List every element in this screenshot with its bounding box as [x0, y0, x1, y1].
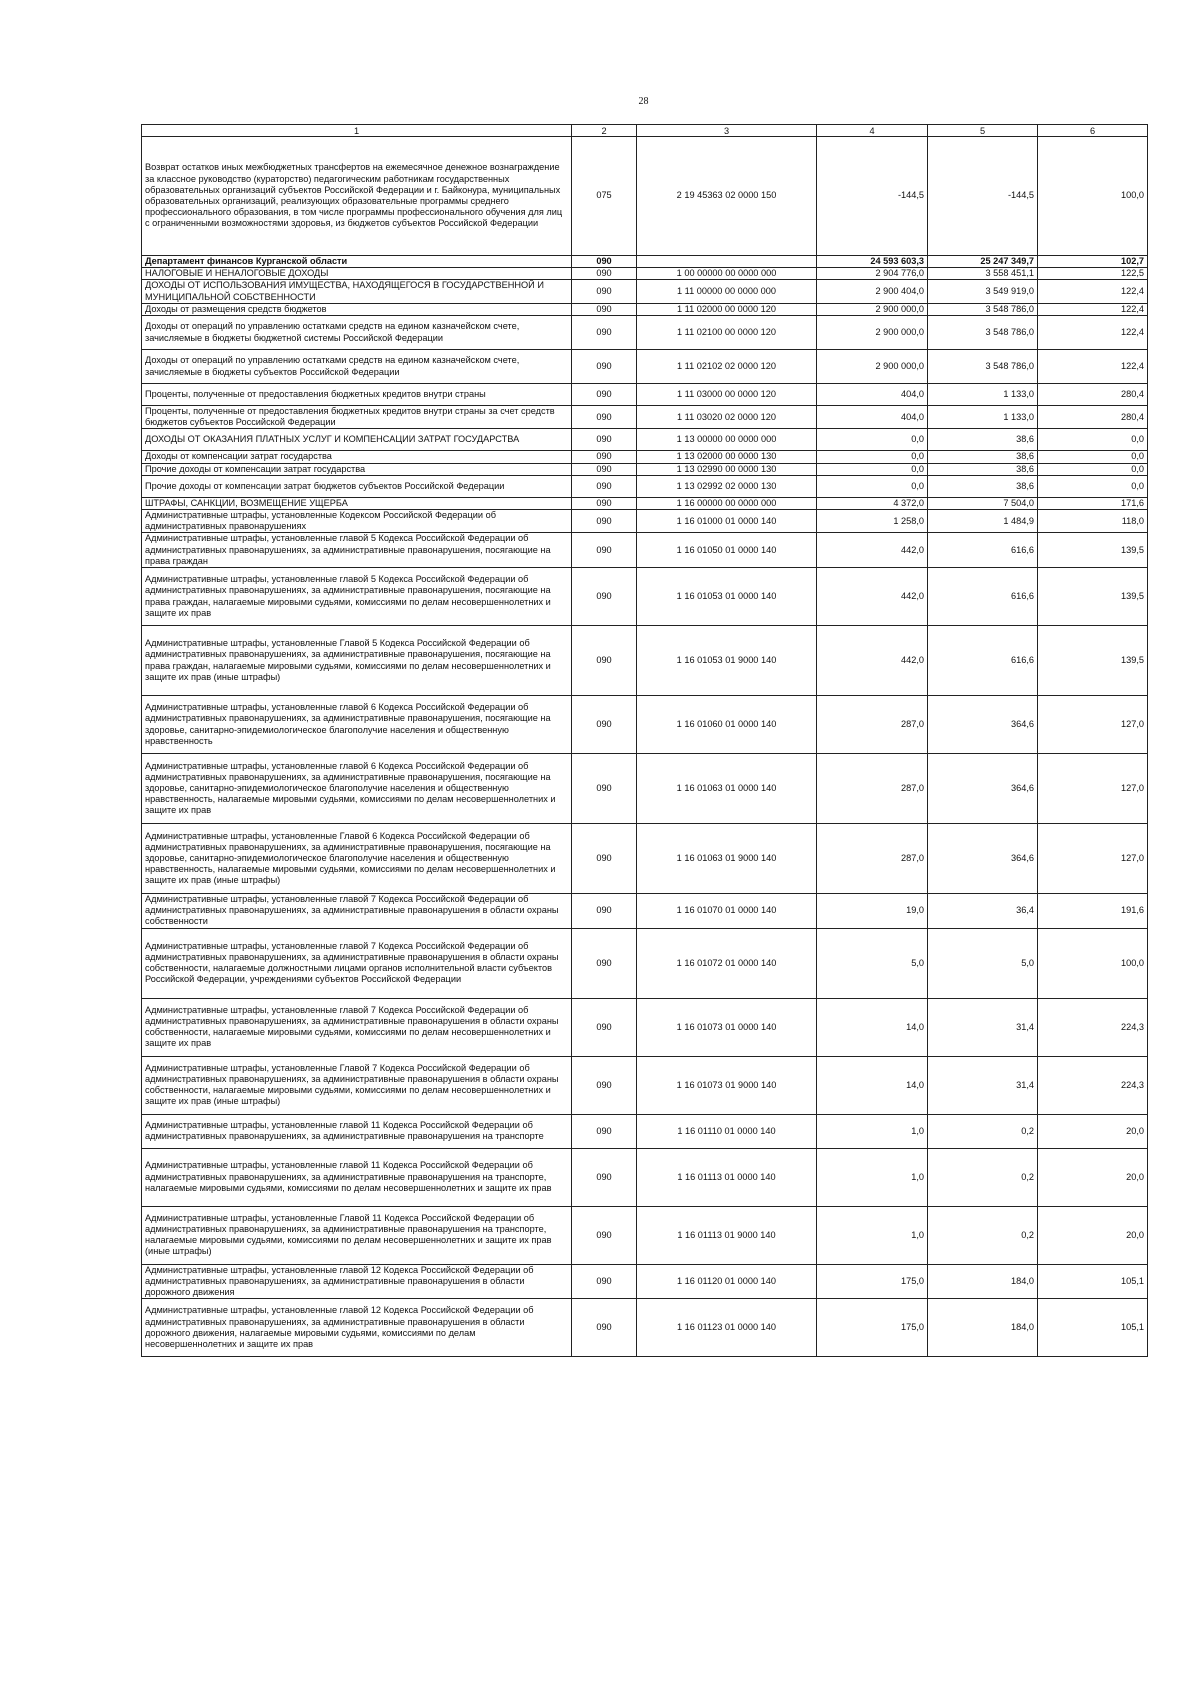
row-fact-value: 3 558 451,1: [928, 268, 1038, 280]
row-admin-code: 090: [572, 1299, 637, 1357]
row-percent: 102,7: [1038, 256, 1148, 268]
row-fact-value: 364,6: [928, 696, 1038, 754]
row-percent: 139,5: [1038, 568, 1148, 626]
row-kbk-code: 1 13 02992 02 0000 130: [637, 475, 817, 497]
row-name: Административные штрафы, установленные главой 6 Кодекса Российской Федерации об административных правонарушениях, за административные правонарушения, посягающие на здоровье, санитарно-эпидемиологическое благополучие населения и общественную нравственность: [142, 696, 572, 754]
row-kbk-code: 1 11 02000 00 0000 120: [637, 303, 817, 315]
table-row: [142, 463, 1148, 475]
row-plan-value: 19,0: [817, 894, 928, 929]
row-plan-value: 24 593 603,3: [817, 256, 928, 268]
row-kbk-code: 1 11 02100 00 0000 120: [637, 316, 817, 350]
row-plan-value: -144,5: [817, 137, 928, 256]
row-admin-code: 090: [572, 1206, 637, 1264]
row-kbk-code: 1 13 00000 00 0000 000: [637, 429, 817, 451]
row-plan-value: 175,0: [817, 1299, 928, 1357]
table-row: [142, 137, 1148, 256]
row-name: Возврат остатков иных межбюджетных трансфертов на ежемесячное денежное вознаграждение за классное руководство (кураторство) педагогическим работникам государственных образовательных организаций субъектов Российской Федерации и г. Байконура, муниципальных образовательных организаций, реализующих образовательные программы среднего профессионального образования, в том числе программы профессионального обучения для лиц с ограниченными возможностями здоровья, из бюджетов субъектов Российской Федерации: [142, 137, 572, 256]
row-percent: 224,3: [1038, 998, 1148, 1056]
row-admin-code: 090: [572, 894, 637, 929]
row-percent: 280,4: [1038, 384, 1148, 406]
row-kbk-code: 2 19 45363 02 0000 150: [637, 137, 817, 256]
row-percent: 122,5: [1038, 268, 1148, 280]
row-name: Доходы от размещения средств бюджетов: [142, 303, 572, 315]
row-admin-code: 090: [572, 451, 637, 463]
row-admin-code: 090: [572, 696, 637, 754]
budget-table: [141, 124, 1148, 1357]
col-header-5: 5: [928, 125, 1038, 137]
row-name: Административные штрафы, установленные главой 7 Кодекса Российской Федерации об административных правонарушениях, за административные правонарушения в области охраны собственности, налагаемые должностными лицами органов исполнительной власти субъектов Российской Федерации, учреждениями субъектов Российской Федерации: [142, 928, 572, 998]
row-plan-value: 442,0: [817, 626, 928, 696]
row-fact-value: 31,4: [928, 1056, 1038, 1114]
table-row: [142, 406, 1148, 429]
table-row: [142, 928, 1148, 998]
row-fact-value: 0,2: [928, 1206, 1038, 1264]
row-admin-code: 090: [572, 475, 637, 497]
row-name: Административные штрафы, установленные Главой 5 Кодекса Российской Федерации об административных правонарушениях, за административные правонарушения, посягающие на права граждан, налагаемые мировыми судьями, комиссиями по делам несовершеннолетних и защите их прав (иные штрафы): [142, 626, 572, 696]
row-kbk-code: 1 00 00000 00 0000 000: [637, 268, 817, 280]
row-fact-value: 184,0: [928, 1264, 1038, 1299]
row-name: Проценты, полученные от предоставления бюджетных кредитов внутри страны: [142, 384, 572, 406]
row-plan-value: 1 258,0: [817, 510, 928, 533]
row-kbk-code: 1 16 01000 01 0000 140: [637, 510, 817, 533]
row-kbk-code: 1 16 01053 01 9000 140: [637, 626, 817, 696]
row-fact-value: 0,2: [928, 1148, 1038, 1206]
row-percent: 191,6: [1038, 894, 1148, 929]
row-admin-code: 090: [572, 406, 637, 429]
row-name: Административные штрафы, установленные Главой 11 Кодекса Российской Федерации об административных правонарушениях, за административные правонарушения на транспорте, налагаемые мировыми судьями, комиссиями по делам несовершеннолетних и защите их прав (иные штрафы): [142, 1206, 572, 1264]
row-admin-code: 090: [572, 463, 637, 475]
table-row: [142, 568, 1148, 626]
row-name: НАЛОГОВЫЕ И НЕНАЛОГОВЫЕ ДОХОДЫ: [142, 268, 572, 280]
row-fact-value: 364,6: [928, 824, 1038, 894]
row-kbk-code: [637, 256, 817, 268]
row-admin-code: 090: [572, 497, 637, 509]
row-admin-code: 090: [572, 754, 637, 824]
row-admin-code: 090: [572, 1148, 637, 1206]
col-header-6: 6: [1038, 125, 1148, 137]
row-fact-value: 3 548 786,0: [928, 303, 1038, 315]
row-fact-value: 5,0: [928, 928, 1038, 998]
row-percent: 122,4: [1038, 350, 1148, 384]
row-plan-value: 404,0: [817, 384, 928, 406]
table-row: [142, 533, 1148, 568]
row-fact-value: 364,6: [928, 754, 1038, 824]
row-percent: 122,4: [1038, 280, 1148, 303]
row-fact-value: 38,6: [928, 429, 1038, 451]
row-name: Доходы от компенсации затрат государства: [142, 451, 572, 463]
row-plan-value: 0,0: [817, 429, 928, 451]
row-plan-value: 2 904 776,0: [817, 268, 928, 280]
table-row: [142, 894, 1148, 929]
row-kbk-code: 1 16 01123 01 0000 140: [637, 1299, 817, 1357]
row-admin-code: 090: [572, 1264, 637, 1299]
row-plan-value: 2 900 000,0: [817, 316, 928, 350]
page-number: 28: [638, 96, 649, 107]
table-row: [142, 268, 1148, 280]
row-plan-value: 442,0: [817, 568, 928, 626]
table-row: [142, 1264, 1148, 1299]
row-kbk-code: 1 16 01053 01 0000 140: [637, 568, 817, 626]
row-plan-value: 1,0: [817, 1206, 928, 1264]
row-kbk-code: 1 11 02102 02 0000 120: [637, 350, 817, 384]
table-row: [142, 256, 1148, 268]
table-row: [142, 510, 1148, 533]
row-plan-value: 442,0: [817, 533, 928, 568]
row-plan-value: 2 900 000,0: [817, 303, 928, 315]
row-name: Административные штрафы, установленные главой 11 Кодекса Российской Федерации об административных правонарушениях, за административные правонарушения на транспорте: [142, 1114, 572, 1148]
row-plan-value: 1,0: [817, 1148, 928, 1206]
row-fact-value: 616,6: [928, 533, 1038, 568]
row-admin-code: 090: [572, 824, 637, 894]
row-name: Проценты, полученные от предоставления бюджетных кредитов внутри страны за счет средств бюджетов субъектов Российской Федерации: [142, 406, 572, 429]
row-fact-value: 25 247 349,7: [928, 256, 1038, 268]
row-admin-code: 090: [572, 510, 637, 533]
row-fact-value: 36,4: [928, 894, 1038, 929]
row-name: Департамент финансов Курганской области: [142, 256, 572, 268]
row-percent: 118,0: [1038, 510, 1148, 533]
row-percent: 105,1: [1038, 1299, 1148, 1357]
row-fact-value: 0,2: [928, 1114, 1038, 1148]
row-admin-code: 090: [572, 384, 637, 406]
row-name: Административные штрафы, установленные главой 12 Кодекса Российской Федерации об административных правонарушениях, за административные правонарушения в области дорожного движения, налагаемые мировыми судьями, комиссиями по делам несовершеннолетних и защите их прав: [142, 1299, 572, 1357]
row-kbk-code: 1 13 02000 00 0000 130: [637, 451, 817, 463]
row-kbk-code: 1 16 01113 01 0000 140: [637, 1148, 817, 1206]
row-name: ДОХОДЫ ОТ ИСПОЛЬЗОВАНИЯ ИМУЩЕСТВА, НАХОДЯЩЕГОСЯ В ГОСУДАРСТВЕННОЙ И МУНИЦИПАЛЬНОЙ СОБСТВЕННОСТИ: [142, 280, 572, 303]
row-name: ШТРАФЫ, САНКЦИИ, ВОЗМЕЩЕНИЕ УЩЕРБА: [142, 497, 572, 509]
table-row: [142, 754, 1148, 824]
row-name: Административные штрафы, установленные главой 6 Кодекса Российской Федерации об административных правонарушениях, за административные правонарушения, посягающие на здоровье, санитарно-эпидемиологическое благополучие населения и общественную нравственность, налагаемые мировыми судьями, комиссиями по делам несовершеннолетних и защите их прав: [142, 754, 572, 824]
table-row: [142, 1056, 1148, 1114]
row-kbk-code: 1 16 01113 01 9000 140: [637, 1206, 817, 1264]
row-plan-value: 14,0: [817, 1056, 928, 1114]
row-plan-value: 0,0: [817, 475, 928, 497]
table-row: [142, 824, 1148, 894]
row-plan-value: 404,0: [817, 406, 928, 429]
row-plan-value: 4 372,0: [817, 497, 928, 509]
table-row: [142, 384, 1148, 406]
row-plan-value: 2 900 404,0: [817, 280, 928, 303]
row-plan-value: 2 900 000,0: [817, 350, 928, 384]
row-admin-code: 090: [572, 268, 637, 280]
row-name: Административные штрафы, установленные главой 11 Кодекса Российской Федерации об административных правонарушениях, за административные правонарушения на транспорте, налагаемые мировыми судьями, комиссиями по делам несовершеннолетних и защите их прав: [142, 1148, 572, 1206]
row-admin-code: 090: [572, 568, 637, 626]
row-name: Административные штрафы, установленные Главой 6 Кодекса Российской Федерации об административных правонарушениях, за административные правонарушения, посягающие на здоровье, санитарно-эпидемиологическое благополучие населения и общественную нравственность, налагаемые мировыми судьями, комиссиями по делам несовершеннолетних и защите их прав (иные штрафы): [142, 824, 572, 894]
row-admin-code: 090: [572, 280, 637, 303]
row-admin-code: 075: [572, 137, 637, 256]
row-admin-code: 090: [572, 256, 637, 268]
table-row: [142, 316, 1148, 350]
table-row: [142, 303, 1148, 315]
table-row: [142, 626, 1148, 696]
row-admin-code: 090: [572, 533, 637, 568]
row-admin-code: 090: [572, 429, 637, 451]
row-fact-value: 1 484,9: [928, 510, 1038, 533]
row-kbk-code: 1 11 03020 02 0000 120: [637, 406, 817, 429]
row-admin-code: 090: [572, 1114, 637, 1148]
row-percent: 127,0: [1038, 696, 1148, 754]
row-kbk-code: 1 16 01110 01 0000 140: [637, 1114, 817, 1148]
row-fact-value: 1 133,0: [928, 406, 1038, 429]
row-kbk-code: 1 16 01120 01 0000 140: [637, 1264, 817, 1299]
row-fact-value: 38,6: [928, 463, 1038, 475]
row-kbk-code: 1 16 01063 01 9000 140: [637, 824, 817, 894]
row-fact-value: 3 548 786,0: [928, 350, 1038, 384]
row-percent: 127,0: [1038, 824, 1148, 894]
row-percent: 224,3: [1038, 1056, 1148, 1114]
row-kbk-code: 1 16 01073 01 9000 140: [637, 1056, 817, 1114]
row-admin-code: 090: [572, 928, 637, 998]
table-row: [142, 1148, 1148, 1206]
row-percent: 122,4: [1038, 316, 1148, 350]
row-percent: 100,0: [1038, 928, 1148, 998]
row-fact-value: -144,5: [928, 137, 1038, 256]
table-row: [142, 1114, 1148, 1148]
row-plan-value: 5,0: [817, 928, 928, 998]
row-name: Административные штрафы, установленные Главой 7 Кодекса Российской Федерации об административных правонарушениях, за административные правонарушения в области охраны собственности, налагаемые мировыми судьями, комиссиями по делам несовершеннолетних и защите их прав (иные штрафы): [142, 1056, 572, 1114]
row-plan-value: 175,0: [817, 1264, 928, 1299]
row-fact-value: 31,4: [928, 998, 1038, 1056]
col-header-2: 2: [572, 125, 637, 137]
row-admin-code: 090: [572, 303, 637, 315]
row-percent: 0,0: [1038, 475, 1148, 497]
row-percent: 139,5: [1038, 626, 1148, 696]
row-percent: 0,0: [1038, 429, 1148, 451]
row-percent: 127,0: [1038, 754, 1148, 824]
row-admin-code: 090: [572, 626, 637, 696]
table-row: [142, 696, 1148, 754]
row-kbk-code: 1 13 02990 00 0000 130: [637, 463, 817, 475]
row-fact-value: 616,6: [928, 626, 1038, 696]
row-admin-code: 090: [572, 998, 637, 1056]
row-percent: 139,5: [1038, 533, 1148, 568]
row-admin-code: 090: [572, 350, 637, 384]
row-plan-value: 14,0: [817, 998, 928, 1056]
row-name: Административные штрафы, установленные главой 5 Кодекса Российской Федерации об административных правонарушениях, за административные правонарушения, посягающие на права граждан: [142, 533, 572, 568]
row-name: Административные штрафы, установленные главой 7 Кодекса Российской Федерации об административных правонарушениях, за административные правонарушения в области охраны собственности: [142, 894, 572, 929]
row-plan-value: 0,0: [817, 451, 928, 463]
row-kbk-code: 1 16 01063 01 0000 140: [637, 754, 817, 824]
row-kbk-code: 1 16 00000 00 0000 000: [637, 497, 817, 509]
table-row: [142, 350, 1148, 384]
row-kbk-code: 1 16 01070 01 0000 140: [637, 894, 817, 929]
row-plan-value: 287,0: [817, 696, 928, 754]
table-row: [142, 1206, 1148, 1264]
row-name: Доходы от операций по управлению остатками средств на едином казначейском счете, зачисляемые в бюджеты субъектов Российской Федерации: [142, 350, 572, 384]
table-row: [142, 1299, 1148, 1357]
table-header: [142, 125, 1148, 137]
row-admin-code: 090: [572, 1056, 637, 1114]
row-percent: 100,0: [1038, 137, 1148, 256]
row-percent: 280,4: [1038, 406, 1148, 429]
row-percent: 0,0: [1038, 451, 1148, 463]
row-fact-value: 3 548 786,0: [928, 316, 1038, 350]
table-row: [142, 451, 1148, 463]
row-name: Административные штрафы, установленные главой 5 Кодекса Российской Федерации об административных правонарушениях, за административные правонарушения, посягающие на права граждан, налагаемые мировыми судьями, комиссиями по делам несовершеннолетних и защите их прав: [142, 568, 572, 626]
row-name: Административные штрафы, установленные главой 12 Кодекса Российской Федерации об административных правонарушениях, за административные правонарушения в области дорожного движения: [142, 1264, 572, 1299]
row-plan-value: 287,0: [817, 754, 928, 824]
row-fact-value: 7 504,0: [928, 497, 1038, 509]
row-percent: 20,0: [1038, 1206, 1148, 1264]
table-row: [142, 429, 1148, 451]
col-header-3: 3: [637, 125, 817, 137]
row-kbk-code: 1 16 01060 01 0000 140: [637, 696, 817, 754]
table-row: [142, 475, 1148, 497]
table-row: [142, 280, 1148, 303]
row-kbk-code: 1 16 01073 01 0000 140: [637, 998, 817, 1056]
row-fact-value: 38,6: [928, 475, 1038, 497]
col-header-4: 4: [817, 125, 928, 137]
row-plan-value: 0,0: [817, 463, 928, 475]
row-kbk-code: 1 16 01072 01 0000 140: [637, 928, 817, 998]
row-kbk-code: 1 16 01050 01 0000 140: [637, 533, 817, 568]
row-name: ДОХОДЫ ОТ ОКАЗАНИЯ ПЛАТНЫХ УСЛУГ И КОМПЕНСАЦИИ ЗАТРАТ ГОСУДАРСТВА: [142, 429, 572, 451]
row-name: Доходы от операций по управлению остатками средств на едином казначейском счете, зачисляемые в бюджеты бюджетной системы Российской Федерации: [142, 316, 572, 350]
row-percent: 20,0: [1038, 1148, 1148, 1206]
row-fact-value: 616,6: [928, 568, 1038, 626]
row-percent: 171,6: [1038, 497, 1148, 509]
row-name: Прочие доходы от компенсации затрат государства: [142, 463, 572, 475]
row-name: Административные штрафы, установленные главой 7 Кодекса Российской Федерации об административных правонарушениях, за административные правонарушения в области охраны собственности, налагаемые мировыми судьями, комиссиями по делам несовершеннолетних и защите их прав: [142, 998, 572, 1056]
row-fact-value: 1 133,0: [928, 384, 1038, 406]
row-plan-value: 1,0: [817, 1114, 928, 1148]
row-fact-value: 3 549 919,0: [928, 280, 1038, 303]
row-admin-code: 090: [572, 316, 637, 350]
row-name: Административные штрафы, установленные Кодексом Российской Федерации об административных правонарушениях: [142, 510, 572, 533]
row-fact-value: 184,0: [928, 1299, 1038, 1357]
row-name: Прочие доходы от компенсации затрат бюджетов субъектов Российской Федерации: [142, 475, 572, 497]
table-body: [142, 137, 1148, 1357]
row-fact-value: 38,6: [928, 451, 1038, 463]
row-kbk-code: 1 11 03000 00 0000 120: [637, 384, 817, 406]
row-percent: 20,0: [1038, 1114, 1148, 1148]
col-header-1: 1: [142, 125, 572, 137]
table-row: [142, 497, 1148, 509]
table-row: [142, 998, 1148, 1056]
row-percent: 0,0: [1038, 463, 1148, 475]
row-plan-value: 287,0: [817, 824, 928, 894]
row-kbk-code: 1 11 00000 00 0000 000: [637, 280, 817, 303]
column-number-row: [142, 125, 1148, 137]
row-percent: 105,1: [1038, 1264, 1148, 1299]
row-percent: 122,4: [1038, 303, 1148, 315]
